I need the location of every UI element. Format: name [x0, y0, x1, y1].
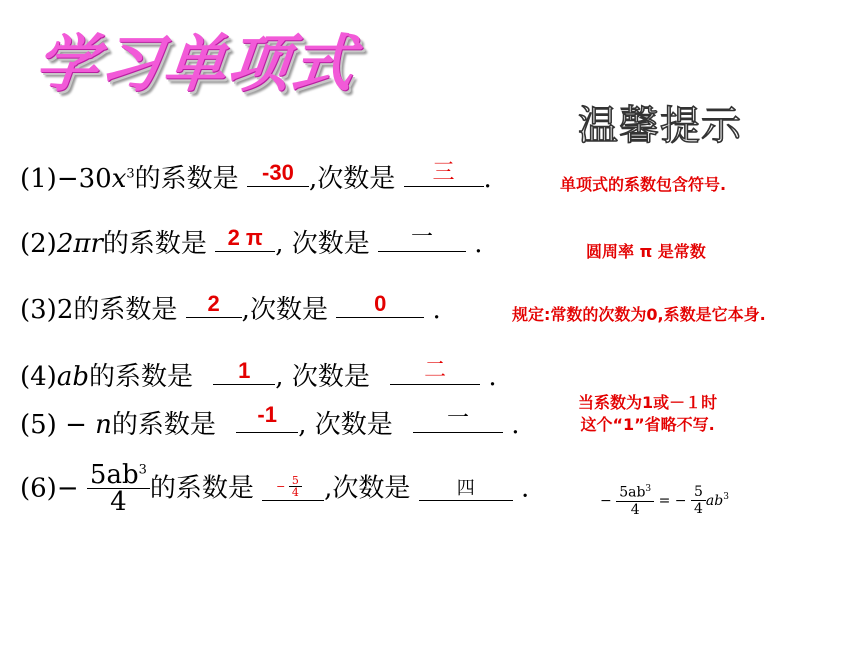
degree-answer: 四: [456, 478, 475, 499]
monomial-expression: − n: [65, 410, 112, 440]
period: .: [511, 410, 520, 440]
note-2: 圆周率 π 是常数: [586, 242, 706, 261]
separator: ,: [275, 229, 284, 259]
item-2: [20, 227, 483, 257]
separator: ,: [308, 164, 318, 194]
item-number: (3): [20, 295, 57, 325]
degree-label: 次数是: [249, 295, 328, 325]
degree-blank: [419, 476, 513, 501]
monomial-exponent: 3: [126, 166, 135, 182]
period: .: [483, 164, 492, 194]
coef-answer: -1: [257, 402, 277, 427]
monomial-expression: ab: [56, 362, 89, 392]
degree-blank: [413, 408, 503, 433]
degree-label: 次数是: [332, 473, 411, 504]
degree-label: 次数是: [291, 229, 370, 259]
separator: ,: [298, 410, 307, 440]
period: .: [520, 473, 530, 504]
degree-label: 次数是: [314, 410, 393, 440]
item-6: [20, 462, 529, 515]
period: .: [432, 295, 441, 325]
coef-blank: [213, 360, 275, 385]
coef-blank: [262, 476, 324, 501]
item-1: [20, 162, 492, 192]
period: .: [474, 229, 483, 259]
degree-answer: 一: [410, 225, 433, 250]
hint-title: 温馨提示: [578, 103, 742, 149]
item-number: (5): [20, 410, 57, 440]
degree-answer: 一: [446, 406, 469, 431]
coef-blank: [247, 162, 309, 187]
coef-answer: -30: [262, 160, 294, 185]
item-number: (1): [20, 164, 57, 194]
fraction-denominator: 4: [110, 487, 127, 517]
coef-answer: 2: [207, 291, 220, 316]
coef-answer: 2 π: [227, 225, 263, 250]
item-number: (2): [20, 229, 57, 259]
degree-answer: 三: [432, 160, 455, 185]
degree-blank: [404, 162, 484, 187]
degree-blank: [336, 293, 424, 318]
fraction-numerator: $5ab^3$: [87, 462, 150, 489]
degree-answer: 二: [424, 358, 447, 383]
coef-blank: [186, 293, 242, 318]
coef-label: 的系数是: [102, 229, 207, 259]
item-3: [20, 293, 441, 323]
item-4: [20, 360, 497, 390]
monomial-variable: x: [111, 164, 127, 194]
note-4-line-1: 当系数为1或－１时: [578, 393, 718, 412]
degree-blank: [390, 360, 480, 385]
item-5: [20, 402, 520, 440]
degree-blank: [378, 227, 466, 252]
degree-answer: 0: [374, 291, 387, 316]
coef-answer: − $\frac{5}{4}$: [276, 475, 302, 498]
degree-label: 次数是: [291, 362, 370, 392]
coef-answer: 1: [238, 358, 251, 383]
separator: ,: [324, 473, 333, 504]
coef-label: 的系数是: [134, 164, 239, 194]
item-number: (6): [20, 473, 57, 504]
separator: ,: [241, 295, 250, 325]
coef-label: 的系数是: [89, 362, 194, 392]
monomial-expression: 2πr: [56, 229, 103, 259]
monomial-sign: −: [56, 473, 79, 504]
coef-label: 的系数是: [73, 295, 178, 325]
note-1: 单项式的系数包含符号.: [560, 175, 727, 194]
note-3: 规定:常数的次数为0,系数是它本身.: [512, 305, 766, 324]
monomial-expression: 2: [56, 295, 74, 325]
note-4: [578, 392, 717, 435]
note-4-line-2: 这个“1”省略不写.: [580, 414, 715, 434]
item-number: (4): [20, 362, 57, 392]
period: .: [488, 362, 497, 392]
coef-label: 的系数是: [149, 473, 254, 504]
equation: − $\frac{5ab^3}{4}$ = − $\frac{5}{4}$ $ab^3$: [600, 484, 729, 518]
coef-label: 的系数是: [111, 410, 216, 440]
page-title: 学习单项式: [31, 27, 360, 100]
degree-label: 次数是: [317, 164, 396, 194]
separator: ,: [275, 362, 284, 392]
coef-blank: [215, 227, 275, 252]
coef-blank: [236, 402, 298, 433]
monomial-fraction: [87, 462, 150, 515]
monomial-coefficient-part: −30: [56, 164, 112, 194]
